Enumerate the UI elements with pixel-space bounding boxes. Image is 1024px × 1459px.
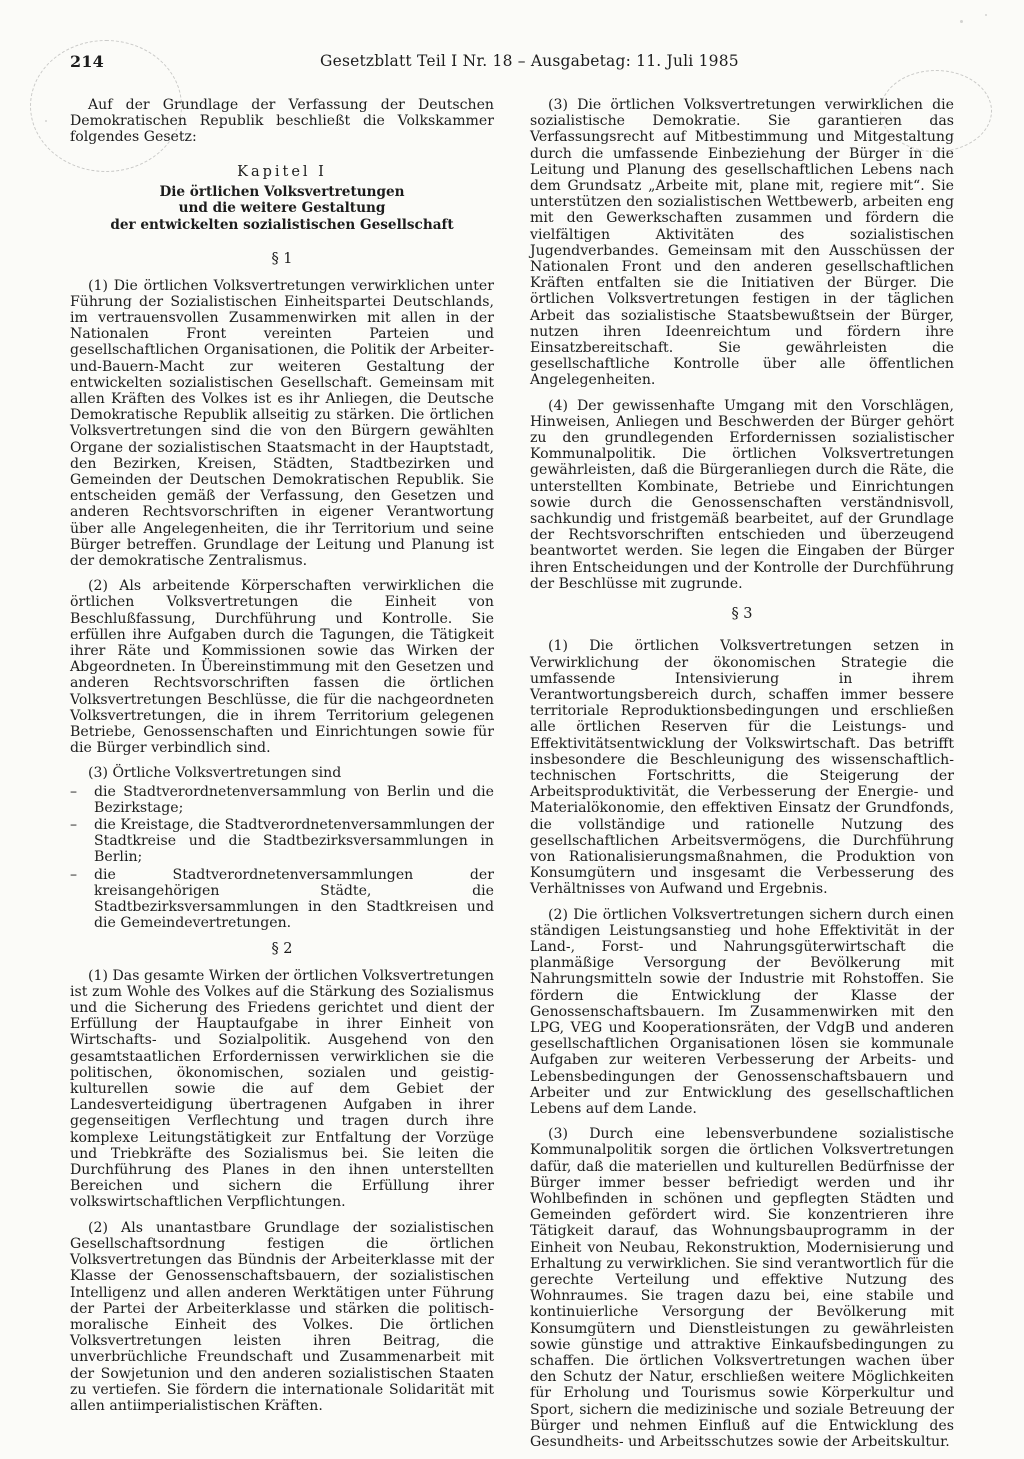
dash-mark: – (70, 866, 78, 883)
section-1-paragraph-1: (1) Die örtlichen Volksvertretungen verwirklichen unter Führung der Sozialistischen Einheitspartei Deutschlands, im vertrauensvollen Zusammenwirken mit allen in der Nationalen Front vereinten Parteien und gesellschaftlichen Organisationen, die Politik der Arbeiter-und-Bauern-Macht zur weiteren Gestaltung der entwickelten sozialistischen Gesellschaft. Gemeinsam mit allen Kräften des Volkes ist es ihr Anliegen, die Deutsche Demokratische Republik allseitig zu stärken. Die örtlichen Volksvertretungen sind die von den Bürgern gewählten Organe der sozialistischen Staatsmacht in der Hauptstadt, den Bezirken, Kreisen, Städten, Stadtbezirken und Gemeinden der Deutschen Demokratischen Republik. Sie entscheiden gemäß der Verfassung, den Gesetzen und anderen Rechtsvorschriften in eigener Verantwortung über alle Angelegenheiten, die ihr Territorium und seine Bürger betreffen. Grundlage der Leitung und Planung ist der demokratische Zentralismus. (70, 277, 494, 569)
gazette-title: Gesetzblatt Teil I Nr. 18 – Ausgabetag: 11. Juli 1985 (320, 52, 739, 70)
page-header (70, 52, 970, 76)
scan-speck (960, 20, 963, 23)
chapter-title-line: Die örtlichen Volksvertretungen (159, 183, 405, 200)
intro-paragraph: Auf der Grundlage der Verfassung der Deutschen Demokratischen Republik beschließt die Volkskammer folgendes Gesetz: (70, 97, 494, 146)
list-item: – die Stadtverordnetenversammlungen der kreisangehörigen Städte, die Stadtbezirksversammlungen in den Stadtkreisen und die Gemeindevertretungen. (70, 866, 494, 932)
list-item: – die Stadtverordnetenversammlung von Berlin und die Bezirkstage; (70, 783, 494, 816)
right-column (530, 97, 954, 1459)
section-2-heading: § 2 (271, 941, 293, 958)
section-1-paragraph-3: (3) Örtliche Volksvertretungen sind (88, 765, 342, 782)
page-number: 214 (70, 52, 104, 71)
section-2-paragraph-3: (3) Die örtlichen Volksvertretungen verwirklichen die sozialistische Demokratie. Sie garantieren das Verfassungsrecht auf Mitbestimmung und Mitgestaltung durch die umfassende Einbeziehung der Bürger in die Leitung und Planung des gesellschaftlichen Lebens nach dem Grundsatz „Arbeite mit, plane mit, regiere mit“. Sie unterstützen den sozialistischen Wettbewerb, arbeiten eng mit den Gewerkschaften zusammen und fördern die vielfältigen Aktivitäten des sozialistischen Jugendverbandes. Gemeinsam mit den Ausschüssen der Nationalen Front und den anderen gesellschaftlichen Kräften entfalten sie die Initiativen der Bürger. Die örtlichen Volksvertretungen festigen in der täglichen Arbeit das sozialistische Staatsbewußtsein der Bürger, nutzen ihren Ideenreichtum und fördern ihre Einsatzbereitschaft. Sie gewährleisten die gesellschaftliche Kontrolle über alle öffentlichen Angelegenheiten. (530, 97, 954, 389)
dash-mark: – (70, 817, 78, 834)
section-2-paragraph-2: (2) Als unantastbare Grundlage der sozialistischen Gesellschaftsordnung festigen die örtlichen Volksvertretungen das Bündnis der Arbeiterklasse mit der Klasse der Genossenschaftsbauern, der sozialistischen Intelligenz und allen anderen Werktätigen unter Führung der Partei der Arbeiterklasse und stärken die politisch-moralische Einheit des Volkes. Die örtlichen Volksvertretungen leisten ihren Beitrag, die unverbrüchliche Freundschaft und Zusammenarbeit mit der Sowjetunion und den anderen sozialistischen Staaten zu vertiefen. Sie fördern die internationale Solidarität mit allen antiimperialistischen Kräften. (70, 1219, 494, 1414)
section-1-paragraph-2: (2) Als arbeitende Körperschaften verwirklichen die örtlichen Volksvertretungen die Einheit von Beschlußfassung, Durchführung und Kontrolle. Sie erfüllen ihre Aufgaben durch die Tagungen, die Tätigkeit ihrer Räte und Kommissionen sowie das Wirken der Abgeordneten. In Übereinstimmung mit den Gesetzen und anderen Rechtsvorschriften fassen die örtlichen Volksvertretungen Beschlüsse, die für die nachgeordneten Volksvertretungen, die in ihrem Territorium gelegenen Betriebe, Genossenschaften und Einrichtungen sowie für die Bürger verbindlich sind. (70, 578, 494, 757)
section-2-paragraph-4: (4) Der gewissenhafte Umgang mit den Vorschlägen, Hinweisen, Anliegen und Beschwerden der Bürger gehört zu den grundlegenden Erfordernissen sozialistischer Kommunalpolitik. Die örtlichen Volksvertretungen gewährleisten, daß die Bürgeranliegen durch die Räte, die unterstellten Kombinate, Betriebe und Einrichtungen sowie durch die Genossenschaften verständnisvoll, sachkundig und fristgemäß bearbeitet, auf der Grundlage der Rechtsvorschriften entschieden und überzeugend beantwortet werden. Sie legen die Eingaben der Bürger ihren Entscheidungen und der Kontrolle der Durchführung der Beschlüsse mit zugrunde. (530, 397, 954, 592)
dash-mark: – (70, 783, 78, 800)
section-3-paragraph-3: (3) Durch eine lebensverbundene sozialistische Kommunalpolitik sorgen die örtlichen Volksvertretungen dafür, daß die materiellen und kulturellen Bedürfnisse der Bürger immer besser befriedigt werden und ihr Wohlbefinden in schönen und gepflegten Städten und Gemeinden gefördert wird. Sie konzentrieren ihre Tätigkeit darauf, das Wohnungsbauprogramm in der Einheit von Neubau, Rekonstruktion, Modernisierung und Erhaltung zu verwirklichen. Sie sind verantwortlich für die gerechte Verteilung und effektive Nutzung des Wohnraumes. Sie tragen dazu bei, eine stabile und kontinuierliche Versorgung der Bevölkerung mit Konsumgütern und Dienstleistungen zu gewährleisten sowie günstige und attraktive Einkaufsbedingungen zu schaffen. Die örtlichen Volksvertretungen wachen über den Schutz der Natur, erschließen weitere Möglichkeiten für Erholung und Tourismus sowie Körperkultur und Sport, sichern die medizinische und soziale Betreuung der Bürger und nehmen Einfluß auf die Entwicklung des Gesundheits- und Arbeitsschutzes sowie der Arbeitskultur. (530, 1126, 954, 1451)
section-1-heading: § 1 (271, 251, 293, 268)
section-2-paragraph-1: (1) Das gesamte Wirken der örtlichen Volksvertretungen ist zum Wohle des Volkes auf die Stärkung des Sozialismus und die Sicherung des Friedens gerichtet und dient der Erfüllung der Hauptaufgabe in ihrer Einheit von Wirtschafts- und Sozialpolitik. Ausgehend von den gesamtstaatlichen Erfordernissen verwirklichen sie die politischen, ökonomischen, sozialen und geistig-kulturellen sowie die auf dem Gebiet der Landesverteidigung übertragenen Aufgaben in ihrer gegenseitigen Verflechtung und tragen durch ihre komplexe Leitungstätigkeit zur Entfaltung der Vorzüge und Triebkräfte des Sozialismus bei. Sie leiten die Durchführung des Planes in den ihnen unterstellten Bereichen und sichern die Erfüllung ihrer volkswirtschaftlichen Verpflichtungen. (70, 967, 494, 1211)
scan-speck (45, 120, 47, 122)
chapter-title-line: und die weitere Gestaltung (178, 200, 386, 217)
chapter-label: Kapitel I (237, 163, 327, 180)
section-3-paragraph-2: (2) Die örtlichen Volksvertretungen sichern durch einen ständigen Leistungsanstieg und hohe Effektivität in der Land-, Forst- und Nahrungsgüterwirtschaft die planmäßige Versorgung der Bevölkerung mit Nahrungsmitteln sowie der Industrie mit Rohstoffen. Sie fördern die Entwicklung der Klasse der Genossenschaftsbauern. Im Zusammenwirken mit den LPG, VEG und Kooperationsräten, der VdgB und anderen gesellschaftlichen Organisationen lösen sie kommunale Aufgaben zur weiteren Verbesserung der Arbeits- und Lebensbedingungen der Genossenschaftsbauern und Arbeiter und zur Entwicklung des gesellschaftlichen Lebens auf dem Lande. (530, 906, 954, 1117)
section-3-heading: § 3 (731, 606, 753, 623)
scan-speck (985, 14, 987, 16)
chapter-title-line: der entwickelten sozialistischen Gesellschaft (110, 216, 454, 233)
chapter-title (70, 184, 494, 234)
section-3-paragraph-1: (1) Die örtlichen Volksvertretungen setzen in Verwirklichung der ökonomischen Strategie die umfassende Intensivierung in ihrem Verantwortungsbereich durch, schaffen immer bessere territoriale Reproduktionsbedingungen und erschließen alle örtlichen Reserven für die Leistungs- und Effektivitätsentwicklung der Volkswirtschaft. Das betrifft insbesondere die Beschleunigung des wissenschaftlich-technischen Fortschritts, die Steigerung der Arbeitsproduktivität, die Verbesserung der Energie- und Materialökonomie, den effektiven Einsatz der Grundfonds, die vollständige und rationelle Nutzung des gesellschaftlichen Arbeitsvermögens, die Durchführung von Rationalisierungsmaßnahmen, die Produktion von Konsumgütern und insgesamt die Verbesserung des Verhältnisses von Aufwand und Ergebnis. (530, 638, 954, 898)
bodies-list (70, 784, 494, 932)
left-column (70, 97, 494, 1423)
list-item: – die Kreistage, die Stadtverordnetenversammlungen der Stadtkreise und die Stadtbezirksversammlungen in Berlin; (70, 817, 494, 866)
